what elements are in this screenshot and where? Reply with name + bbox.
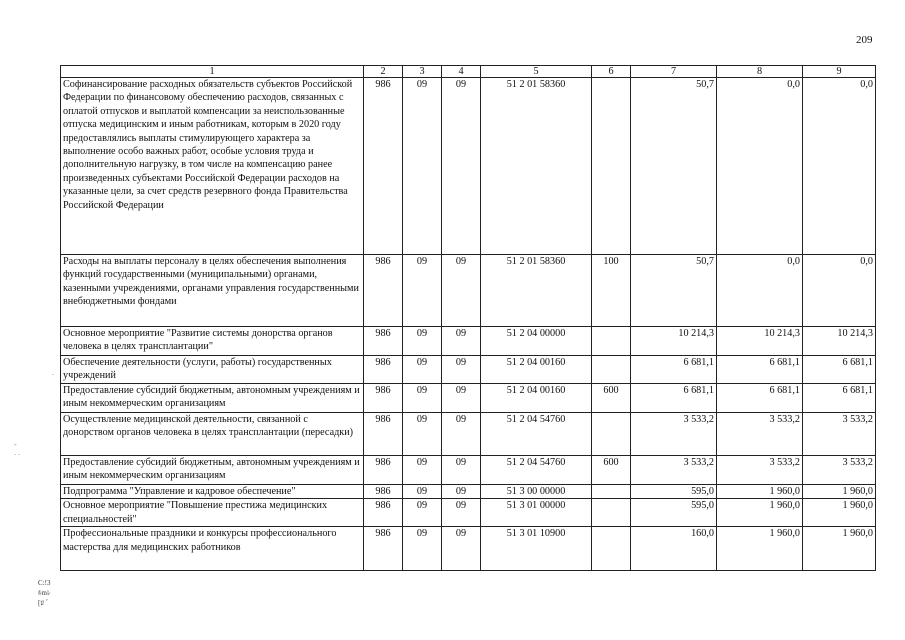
subsection-code: 09 — [442, 527, 481, 571]
ministry-code: 986 — [364, 255, 403, 327]
target-article-code: 51 2 01 58360 — [481, 78, 592, 255]
margin-mark: С:!3 — [38, 579, 51, 587]
column-header: 6 — [592, 66, 631, 78]
target-article-code: 51 2 04 54760 — [481, 456, 592, 485]
ministry-code: 986 — [364, 327, 403, 356]
subsection-code: 09 — [442, 327, 481, 356]
stray-mark: - — [14, 440, 17, 449]
row-name: Обеспечение деятельности (услуги, работы) государственных учреждений — [61, 356, 364, 384]
amount-col7: 50,7 — [631, 255, 717, 327]
subsection-code: 09 — [442, 456, 481, 485]
amount-col9: 1 960,0 — [803, 485, 876, 499]
subsection-code: 09 — [442, 384, 481, 413]
ministry-code: 986 — [364, 456, 403, 485]
section-code: 09 — [403, 527, 442, 571]
amount-col9: 3 533,2 — [803, 413, 876, 456]
target-article-code: 51 2 04 00160 — [481, 356, 592, 384]
column-header: 5 — [481, 66, 592, 78]
column-header: 2 — [364, 66, 403, 78]
row-name: Расходы на выплаты персоналу в целях обеспечения выполнения функций государственными (муниципальными) органами, казенными учреждениями, органами управления государственными внебюджетными фондами — [61, 255, 364, 327]
page-number: 209 — [856, 34, 873, 46]
table-row — [61, 413, 876, 456]
column-header: 1 — [61, 66, 364, 78]
amount-col9: 1 960,0 — [803, 527, 876, 571]
section-code: 09 — [403, 413, 442, 456]
subsection-code: 09 — [442, 485, 481, 499]
target-article-code: 51 2 01 58360 — [481, 255, 592, 327]
margin-scan-marks — [38, 578, 50, 608]
amount-col8: 6 681,1 — [717, 356, 803, 384]
amount-col9: 6 681,1 — [803, 384, 876, 413]
expense-type-code — [592, 485, 631, 499]
table-row — [61, 327, 876, 356]
expense-type-code — [592, 527, 631, 571]
expense-type-code — [592, 78, 631, 255]
table-row — [61, 485, 876, 499]
budget-table — [60, 65, 876, 571]
expense-type-code: 600 — [592, 384, 631, 413]
subsection-code: 09 — [442, 78, 481, 255]
column-header: 7 — [631, 66, 717, 78]
row-name: Профессиональные праздники и конкурсы профессионального мастерства для медицинских работников — [61, 527, 364, 571]
ministry-code: 986 — [364, 499, 403, 527]
section-code: 09 — [403, 499, 442, 527]
row-name: Подпрограмма "Управление и кадровое обеспечение" — [61, 485, 364, 499]
amount-col9: 0,0 — [803, 255, 876, 327]
amount-col8: 10 214,3 — [717, 327, 803, 356]
target-article-code: 51 3 01 10900 — [481, 527, 592, 571]
expense-type-code: 600 — [592, 456, 631, 485]
column-header: 3 — [403, 66, 442, 78]
subsection-code: 09 — [442, 413, 481, 456]
target-article-code: 51 2 04 00000 — [481, 327, 592, 356]
amount-col8: 6 681,1 — [717, 384, 803, 413]
ministry-code: 986 — [364, 356, 403, 384]
subsection-code: 09 — [442, 255, 481, 327]
amount-col7: 160,0 — [631, 527, 717, 571]
amount-col7: 10 214,3 — [631, 327, 717, 356]
amount-col9: 1 960,0 — [803, 499, 876, 527]
subsection-code: 09 — [442, 356, 481, 384]
section-code: 09 — [403, 356, 442, 384]
amount-col7: 595,0 — [631, 485, 717, 499]
amount-col9: 6 681,1 — [803, 356, 876, 384]
amount-col8: 0,0 — [717, 78, 803, 255]
amount-col7: 3 533,2 — [631, 413, 717, 456]
amount-col8: 0,0 — [717, 255, 803, 327]
amount-col8: 1 960,0 — [717, 499, 803, 527]
table-row — [61, 527, 876, 571]
row-name: Основное мероприятие "Повышение престижа медицинских специальностей" — [61, 499, 364, 527]
amount-col9: 3 533,2 — [803, 456, 876, 485]
section-code: 09 — [403, 485, 442, 499]
section-code: 09 — [403, 78, 442, 255]
row-name: Основное мероприятие "Развитие системы донорства органов человека в целях трансплантации" — [61, 327, 364, 356]
margin-mark: [ﾛ ﾞ — [38, 599, 50, 607]
section-code: 09 — [403, 255, 442, 327]
expense-type-code — [592, 413, 631, 456]
row-name: Предоставление субсидий бюджетным, автономным учреждениям и иным некоммерческим организациям — [61, 456, 364, 485]
amount-col8: 1 960,0 — [717, 485, 803, 499]
row-name: Осуществление медицинской деятельности, связанной с донорством органов человека в целях трансплантации (пересадки) — [61, 413, 364, 456]
stray-mark: . — [52, 368, 54, 377]
target-article-code: 51 3 01 00000 — [481, 499, 592, 527]
ministry-code: 986 — [364, 485, 403, 499]
section-code: 09 — [403, 327, 442, 356]
table-row — [61, 78, 876, 255]
column-header: 4 — [442, 66, 481, 78]
column-header: 9 — [803, 66, 876, 78]
amount-col8: 3 533,2 — [717, 456, 803, 485]
amount-col7: 595,0 — [631, 499, 717, 527]
ministry-code: 986 — [364, 78, 403, 255]
expense-type-code — [592, 327, 631, 356]
target-article-code: 51 2 04 00160 — [481, 384, 592, 413]
section-code: 09 — [403, 384, 442, 413]
amount-col8: 1 960,0 — [717, 527, 803, 571]
target-article-code: 51 3 00 00000 — [481, 485, 592, 499]
amount-col7: 6 681,1 — [631, 384, 717, 413]
ministry-code: 986 — [364, 527, 403, 571]
amount-col9: 10 214,3 — [803, 327, 876, 356]
row-name: Софинансирование расходных обязательств субъектов Российской Федерации по финансовому обеспечению расходов, связанных с оплатой отпусков и выплатой компенсации за неиспользованные отпуска медицинским и иным работникам, которым в 2020 году предоставлялись выплаты стимулирующего характера за выполнение особо важных работ, особые условия труда и дополнительную нагрузку, в том числе на компенсацию ранее произведенных субъектами Российской Федерации расходов на указанные цели, за счет средств резервного фонда Правительства Российской Федерации — [61, 78, 364, 255]
expense-type-code: 100 — [592, 255, 631, 327]
target-article-code: 51 2 04 54760 — [481, 413, 592, 456]
margin-mark: ﾙmﾚ — [38, 589, 51, 597]
expense-type-code — [592, 499, 631, 527]
amount-col7: 3 533,2 — [631, 456, 717, 485]
table-row — [61, 356, 876, 384]
table-row — [61, 255, 876, 327]
row-name: Предоставление субсидий бюджетным, автономным учреждениям и иным некоммерческим организациям — [61, 384, 364, 413]
table-row — [61, 456, 876, 485]
amount-col7: 6 681,1 — [631, 356, 717, 384]
amount-col7: 50,7 — [631, 78, 717, 255]
ministry-code: 986 — [364, 413, 403, 456]
header-row — [61, 66, 876, 78]
ministry-code: 986 — [364, 384, 403, 413]
table-row — [61, 499, 876, 527]
amount-col9: 0,0 — [803, 78, 876, 255]
stray-mark: . . — [14, 448, 20, 457]
section-code: 09 — [403, 456, 442, 485]
amount-col8: 3 533,2 — [717, 413, 803, 456]
column-header: 8 — [717, 66, 803, 78]
table-row — [61, 384, 876, 413]
subsection-code: 09 — [442, 499, 481, 527]
expense-type-code — [592, 356, 631, 384]
